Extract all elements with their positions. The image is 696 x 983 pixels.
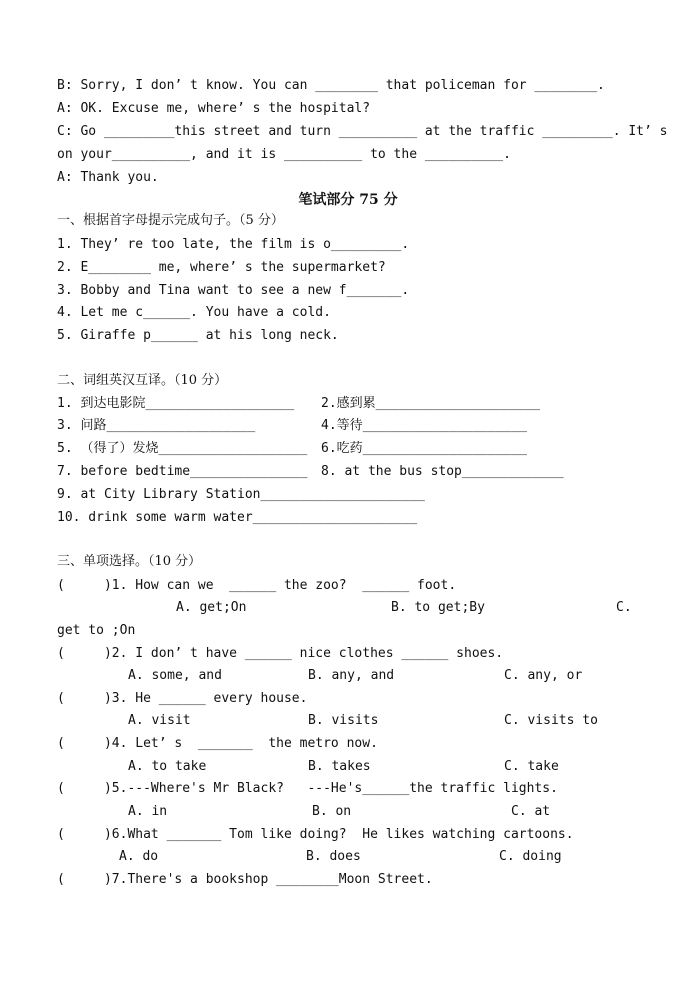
question-5: ( )5.---Where's Mr Black? ---He's______the traffic lights. — [57, 781, 558, 796]
section2-item-2: 2.感到累_____________________ — [321, 396, 541, 411]
question-6-option-b: B. does — [306, 849, 361, 864]
dialogue-line-3: C: Go _________this street and turn __________ at the traffic _________. It’ s — [57, 124, 668, 139]
section2-item-9: 9. at City Library Station_____________________ — [57, 487, 425, 502]
question-6-option-a: A. do — [119, 849, 159, 864]
section2-item-8: 8. at the bus stop_____________ — [321, 464, 564, 479]
dialogue-line-1: B: Sorry, I don’ t know. You can ________ that policeman for ________. — [57, 78, 605, 93]
question-6: ( )6.What _______ Tom like doing? He likes watching cartoons. — [57, 827, 574, 842]
section2-heading: 二、词组英汉互译。（10 分） — [57, 373, 228, 388]
section2-item-1: 1. 到达电影院___________________ — [57, 396, 295, 411]
section1-item-5: 5. Giraffe p______ at his long neck. — [57, 328, 339, 343]
question-1: ( )1. How can we ______ the zoo? ______ foot. — [57, 578, 457, 593]
question-2-option-b: B. any, and — [308, 668, 395, 683]
section1-item-3: 3. Bobby and Tina want to see a new f_______. — [57, 283, 410, 298]
section2-item-6: 6.吃药_____________________ — [321, 441, 528, 456]
question-3: ( )3. He ______ every house. — [57, 691, 308, 706]
section1-item-2: 2. E________ me, where’ s the supermarket? — [57, 260, 386, 275]
dialogue-line-4: on your__________, and it is __________ to the __________. — [57, 147, 511, 162]
question-1-option-a: A. get;On — [176, 600, 247, 615]
dialogue-line-5: A: Thank you. — [57, 170, 159, 185]
question-4: ( )4. Let’ s _______ the metro now. — [57, 736, 378, 751]
question-6-option-c: C. doing — [499, 849, 562, 864]
section2-item-10: 10. drink some warm water_____________________ — [57, 510, 418, 525]
dialogue-line-2: A: OK. Excuse me, where’ s the hospital? — [57, 101, 371, 116]
section3-heading: 三、单项选择。（10 分） — [57, 554, 202, 569]
section2-item-7: 7. before bedtime_______________ — [57, 464, 308, 479]
section1-item-4: 4. Let me c______. You have a cold. — [57, 305, 331, 320]
question-3-option-c: C. visits to — [504, 713, 598, 728]
question-5-option-c: C. at — [511, 804, 551, 819]
question-4-option-b: B. takes — [308, 759, 371, 774]
question-2-option-c: C. any, or — [504, 668, 583, 683]
question-1-option-c: C. — [616, 600, 632, 615]
section1-item-1: 1. They’ re too late, the film is o_________. — [57, 237, 410, 252]
section2-item-3: 3. 问路___________________ — [57, 418, 256, 433]
question-4-option-a: A. to take — [128, 759, 207, 774]
section2-item-4: 4.等待_____________________ — [321, 418, 528, 433]
question-3-option-b: B. visits — [308, 713, 379, 728]
section2-item-5: 5. （得了）发烧___________________ — [57, 441, 308, 456]
question-3-option-a: A. visit — [128, 713, 191, 728]
question-1-option-b: B. to get;By — [391, 600, 485, 615]
section-title: 笔试部分 75 分 — [298, 192, 398, 208]
question-1-option-c-continued: get to ;On — [57, 623, 136, 638]
question-5-option-b: B. on — [312, 804, 352, 819]
question-7: ( )7.There's a bookshop ________Moon Street. — [57, 872, 433, 887]
question-4-option-c: C. take — [504, 759, 559, 774]
question-5-option-a: A. in — [128, 804, 168, 819]
question-2: ( )2. I don’ t have ______ nice clothes ______ shoes. — [57, 646, 504, 661]
question-2-option-a: A. some, and — [128, 668, 222, 683]
section1-heading: 一、根据首字母提示完成句子。（5 分） — [57, 213, 284, 228]
